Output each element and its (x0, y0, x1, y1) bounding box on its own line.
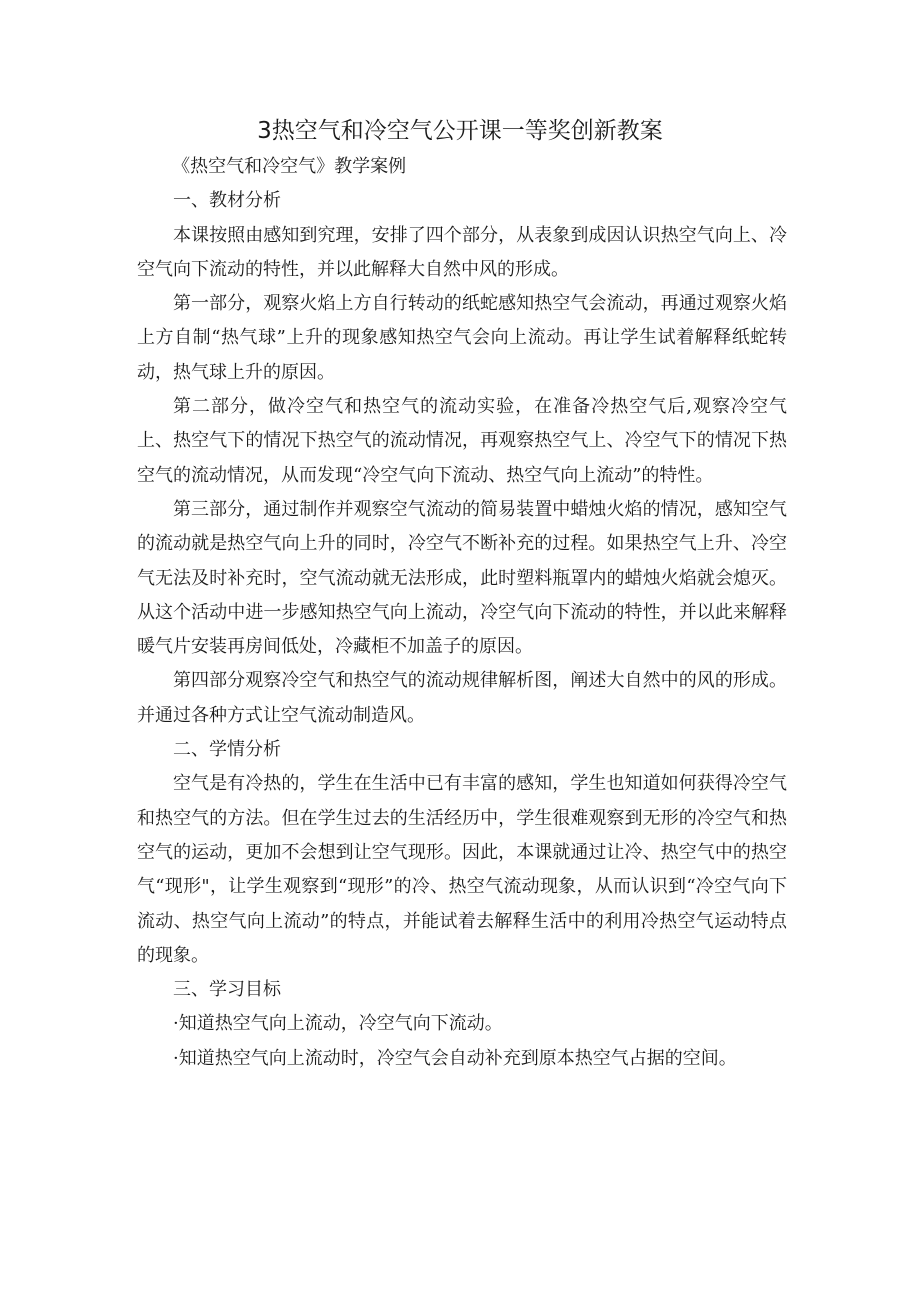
document-body (137, 150, 787, 1076)
learning-goal-item: ·知道热空气向上流动，冷空气向下流动。 (173, 1013, 503, 1035)
section-heading-learner-analysis: 二、学情分析 (173, 739, 281, 761)
paragraph: 空气是有冷热的，学生在生活中已有丰富的感知，学生也知道如何获得冷空气和热空气的方法。但在学生过去的生活经历中，学生很难观察到无形的冷空气和热空气的运动，更加不会想到让空气现形。因此，本课就通过让冷、热空气中的热空气“现形"，让学生观察到“现形”的冷、热空气流动现象，从而认识到“冷空气向下流动、热空气向上流动”的特点，并能试着去解释生活中的利用冷热空气运动特点的现象。 (137, 773, 787, 966)
case-subtitle: 《热空气和冷空气》教学案例 (172, 156, 407, 177)
paragraph: 本课按照由感知到究理，安排了四个部分，从表象到成因认识热空气向上、冷空气向下流动的特性，并以此解释大自然中风的形成。 (137, 224, 787, 280)
paragraph: 第四部分观察冷空气和热空气的流动规律解析图，阐述大自然中的风的形成。并通过各种方式让空气流动制造风。 (137, 670, 787, 726)
document-title: 3热空气和冷空气公开课一等奖创新教案 (257, 118, 663, 144)
paragraph: 第一部分，观察火焰上方自行转动的纸蛇感知热空气会流动，再通过观察火焰上方自制“热气球”上升的现象感知热空气会向上流动。再让学生试着解释纸蛇转动，热气球上升的原因。 (137, 293, 787, 383)
section-heading-textbook-analysis: 一、教材分析 (173, 190, 281, 212)
section-heading-learning-goals: 三、学习目标 (173, 979, 281, 1001)
paragraph: 第二部分，做冷空气和热空气的流动实验，在准备冷热空气后,观察冷空气上、热空气下的情况下热空气的流动情况，再观察热空气上、冷空气下的情况下热空气的流动情况，从而发现“冷空气向下流动、热空气向上流动”的特性。 (137, 396, 787, 486)
paragraph: 第三部分，通过制作并观察空气流动的简易装置中蜡烛火焰的情况，感知空气的流动就是热空气向上升的同时，冷空气不断补充的过程。如果热空气上升、冷空气无法及时补充时，空气流动就无法形成，此时塑料瓶罩内的蜡烛火焰就会熄灭。从这个活动中进一步感知热空气向上流动，冷空气向下流动的特性，并以此来解释暖气片安装再房间低处，冷藏柜不加盖子的原因。 (137, 498, 787, 658)
learning-goal-item: ·知道热空气向上流动时，冷空气会自动补充到原本热空气占据的空间。 (173, 1047, 737, 1069)
